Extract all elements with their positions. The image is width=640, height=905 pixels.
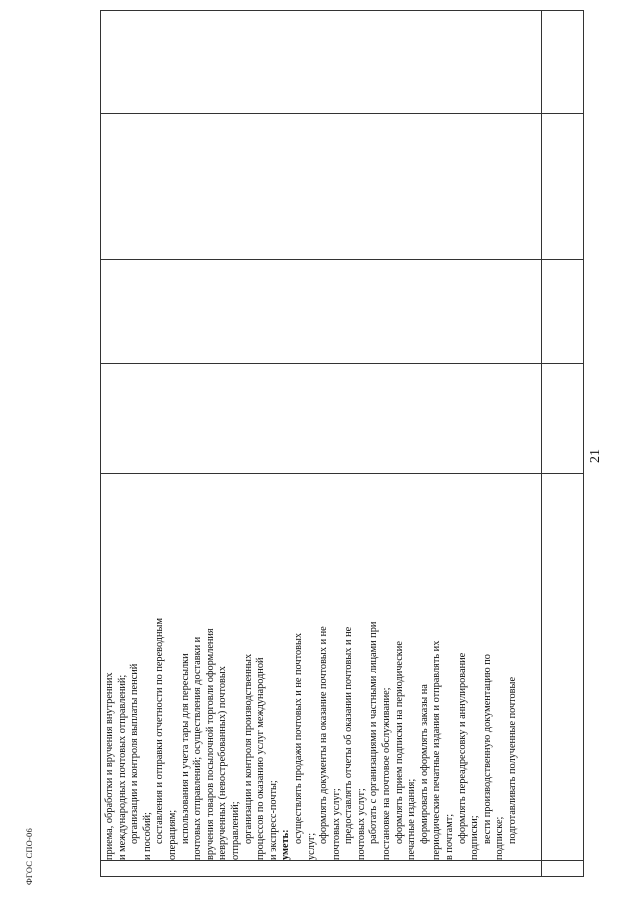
text-line: работать с организациями и частными лицами при	[368, 621, 380, 844]
table-column-divider	[101, 259, 583, 260]
text-line: подписки;	[469, 815, 481, 860]
text-line: операциям;	[166, 809, 178, 860]
text-line: услуг;	[305, 832, 317, 860]
text-line: печатные издания;	[406, 778, 418, 860]
text-line: почтовых услуг;	[355, 788, 367, 860]
table-row-divider	[541, 11, 542, 876]
table-column-divider	[101, 113, 583, 114]
text-line: уметь:	[280, 829, 292, 860]
text-line: периодические печатные издания и отправлять их	[431, 640, 443, 860]
text-line: оформлять документы на оказание почтовых и не	[318, 626, 330, 844]
footer-standard-code: ФГОС СПО-06	[24, 828, 34, 885]
text-line: неврученных (невостребованных) почтовых	[217, 666, 229, 860]
text-line: использования и учета тары для пересылки	[179, 653, 191, 844]
text-line: и международных почтовых отправлений;	[116, 674, 128, 860]
text-line: и экспресс-почты;	[267, 780, 279, 860]
text-line: и пособий;	[141, 812, 153, 860]
text-line: почтовых отправлений; осуществления доставки и	[192, 636, 204, 860]
text-line: в почтамт;	[444, 813, 456, 860]
text-line: формировать и оформлять заказы на	[418, 684, 430, 844]
competency-text-cell	[104, 490, 518, 860]
text-line: оформлять переадресовку и аннулирование	[456, 652, 468, 844]
table-column-divider	[101, 473, 583, 474]
text-line: постановке на почтовое обслуживание;	[381, 687, 393, 860]
text-line: осуществлять продажи почтовых и не почтовых	[292, 632, 304, 844]
text-line: почтовых услуг;	[330, 788, 342, 860]
text-line: вручения товаров посылочной торговли оформления	[204, 628, 216, 860]
text-line: оформлять прием подписки на периодические	[393, 641, 405, 844]
table-column-divider	[101, 860, 583, 861]
page-number: 21	[588, 449, 603, 463]
text-line: организации и контроля выплаты пенсий	[129, 663, 141, 844]
text-line: предоставлять отчеты об оказании почтовых и не	[343, 626, 355, 844]
text-line: составления и отправки отчетности по переводным	[154, 618, 166, 844]
text-line: процессов по оказанию услуг международной	[255, 657, 267, 860]
text-line: подготавливать полученные почтовые	[507, 676, 518, 844]
text-line: приема, обработки и вручения внутренних	[104, 672, 115, 860]
text-line: организации и контроля производственных	[242, 653, 254, 844]
text-line: вести производственную документацию по	[481, 654, 493, 844]
text-line: подписке;	[494, 816, 506, 860]
table-column-divider	[101, 363, 583, 364]
text-line: отправлений;	[229, 801, 241, 860]
